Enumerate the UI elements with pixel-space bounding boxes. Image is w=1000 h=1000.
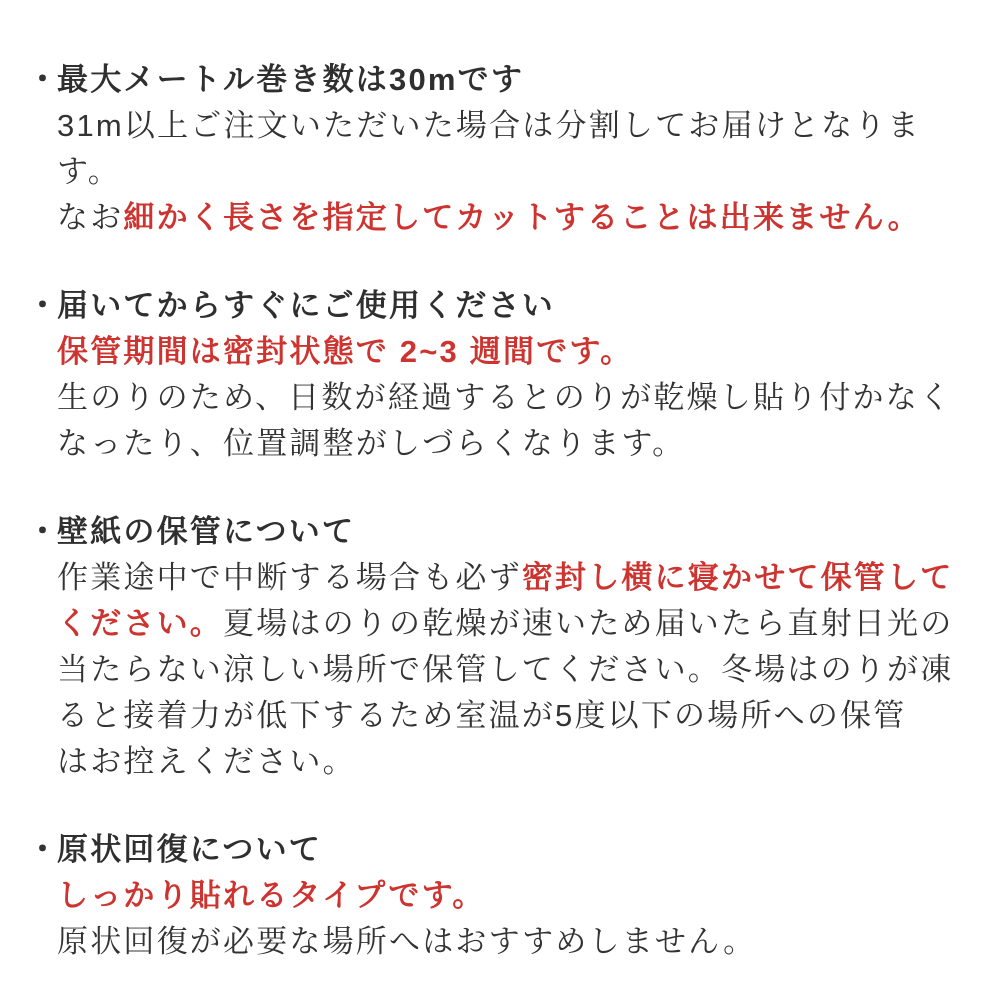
body-line [57,601,962,647]
body-line [57,693,962,739]
text-segment: 作業途中で中断する場合も必ず [57,560,522,595]
section-title: 壁紙の保管について [57,514,356,549]
body-line [57,873,962,919]
section-restoration [27,827,962,965]
text-segment: 生のりのため、日数が経過するとのりが乾燥し貼り付かなく [57,380,953,415]
text-segment: なったり、位置調整がしづらくなります。 [57,426,686,461]
body-line [57,421,962,467]
text-segment: 夏場はのりの乾燥が速いため届いたら直射日光の [223,606,954,641]
section-title-row [27,509,962,555]
body-line [57,919,962,965]
text-segment-emphasis: 保管期間は密封状態で 2~3 週間です。 [57,334,634,369]
bullet-icon: ・ [27,288,61,323]
text-segment-emphasis: しっかり貼れるタイプです。 [57,878,486,913]
section-title: 届いてからすぐにご使用ください [57,288,555,323]
section-title-row [27,283,962,329]
text-segment-emphasis: 密封し横に寝かせて保管して [521,560,954,595]
section-title-row [27,57,962,103]
bullet-icon: ・ [27,62,61,97]
body-line [57,329,962,375]
bullet-icon: ・ [27,832,61,867]
section-use-immediately [27,283,962,467]
body-line [57,103,962,195]
text-segment: はお控えください。 [57,744,356,779]
section-max-roll-length [27,57,962,241]
text-segment: 当たらない涼しい場所で保管してください。冬場はのりが凍 [57,652,954,687]
body-line [57,739,962,785]
body-line [57,555,962,601]
section-title-row [27,827,962,873]
text-segment: なお [57,200,124,235]
body-line [57,375,962,421]
section-title: 最大メートル巻き数は30mです [57,62,525,97]
text-segment-emphasis: ください。 [57,606,223,641]
bullet-icon: ・ [27,514,61,549]
text-segment: ると接着力が低下するため室温が5度以下の場所への保管 [57,698,907,733]
text-segment-emphasis: 細かく長さを指定してカットすることは出来ません。 [123,200,921,235]
text-segment: 31m以上ご注文いただいた場合は分割してお届けとなります。 [57,108,921,189]
body-line [57,647,962,693]
text-segment: 原状回復が必要な場所へはおすすめしません。 [57,924,757,959]
body-line [57,195,962,241]
section-storage [27,509,962,785]
section-title: 原状回復について [57,832,322,867]
